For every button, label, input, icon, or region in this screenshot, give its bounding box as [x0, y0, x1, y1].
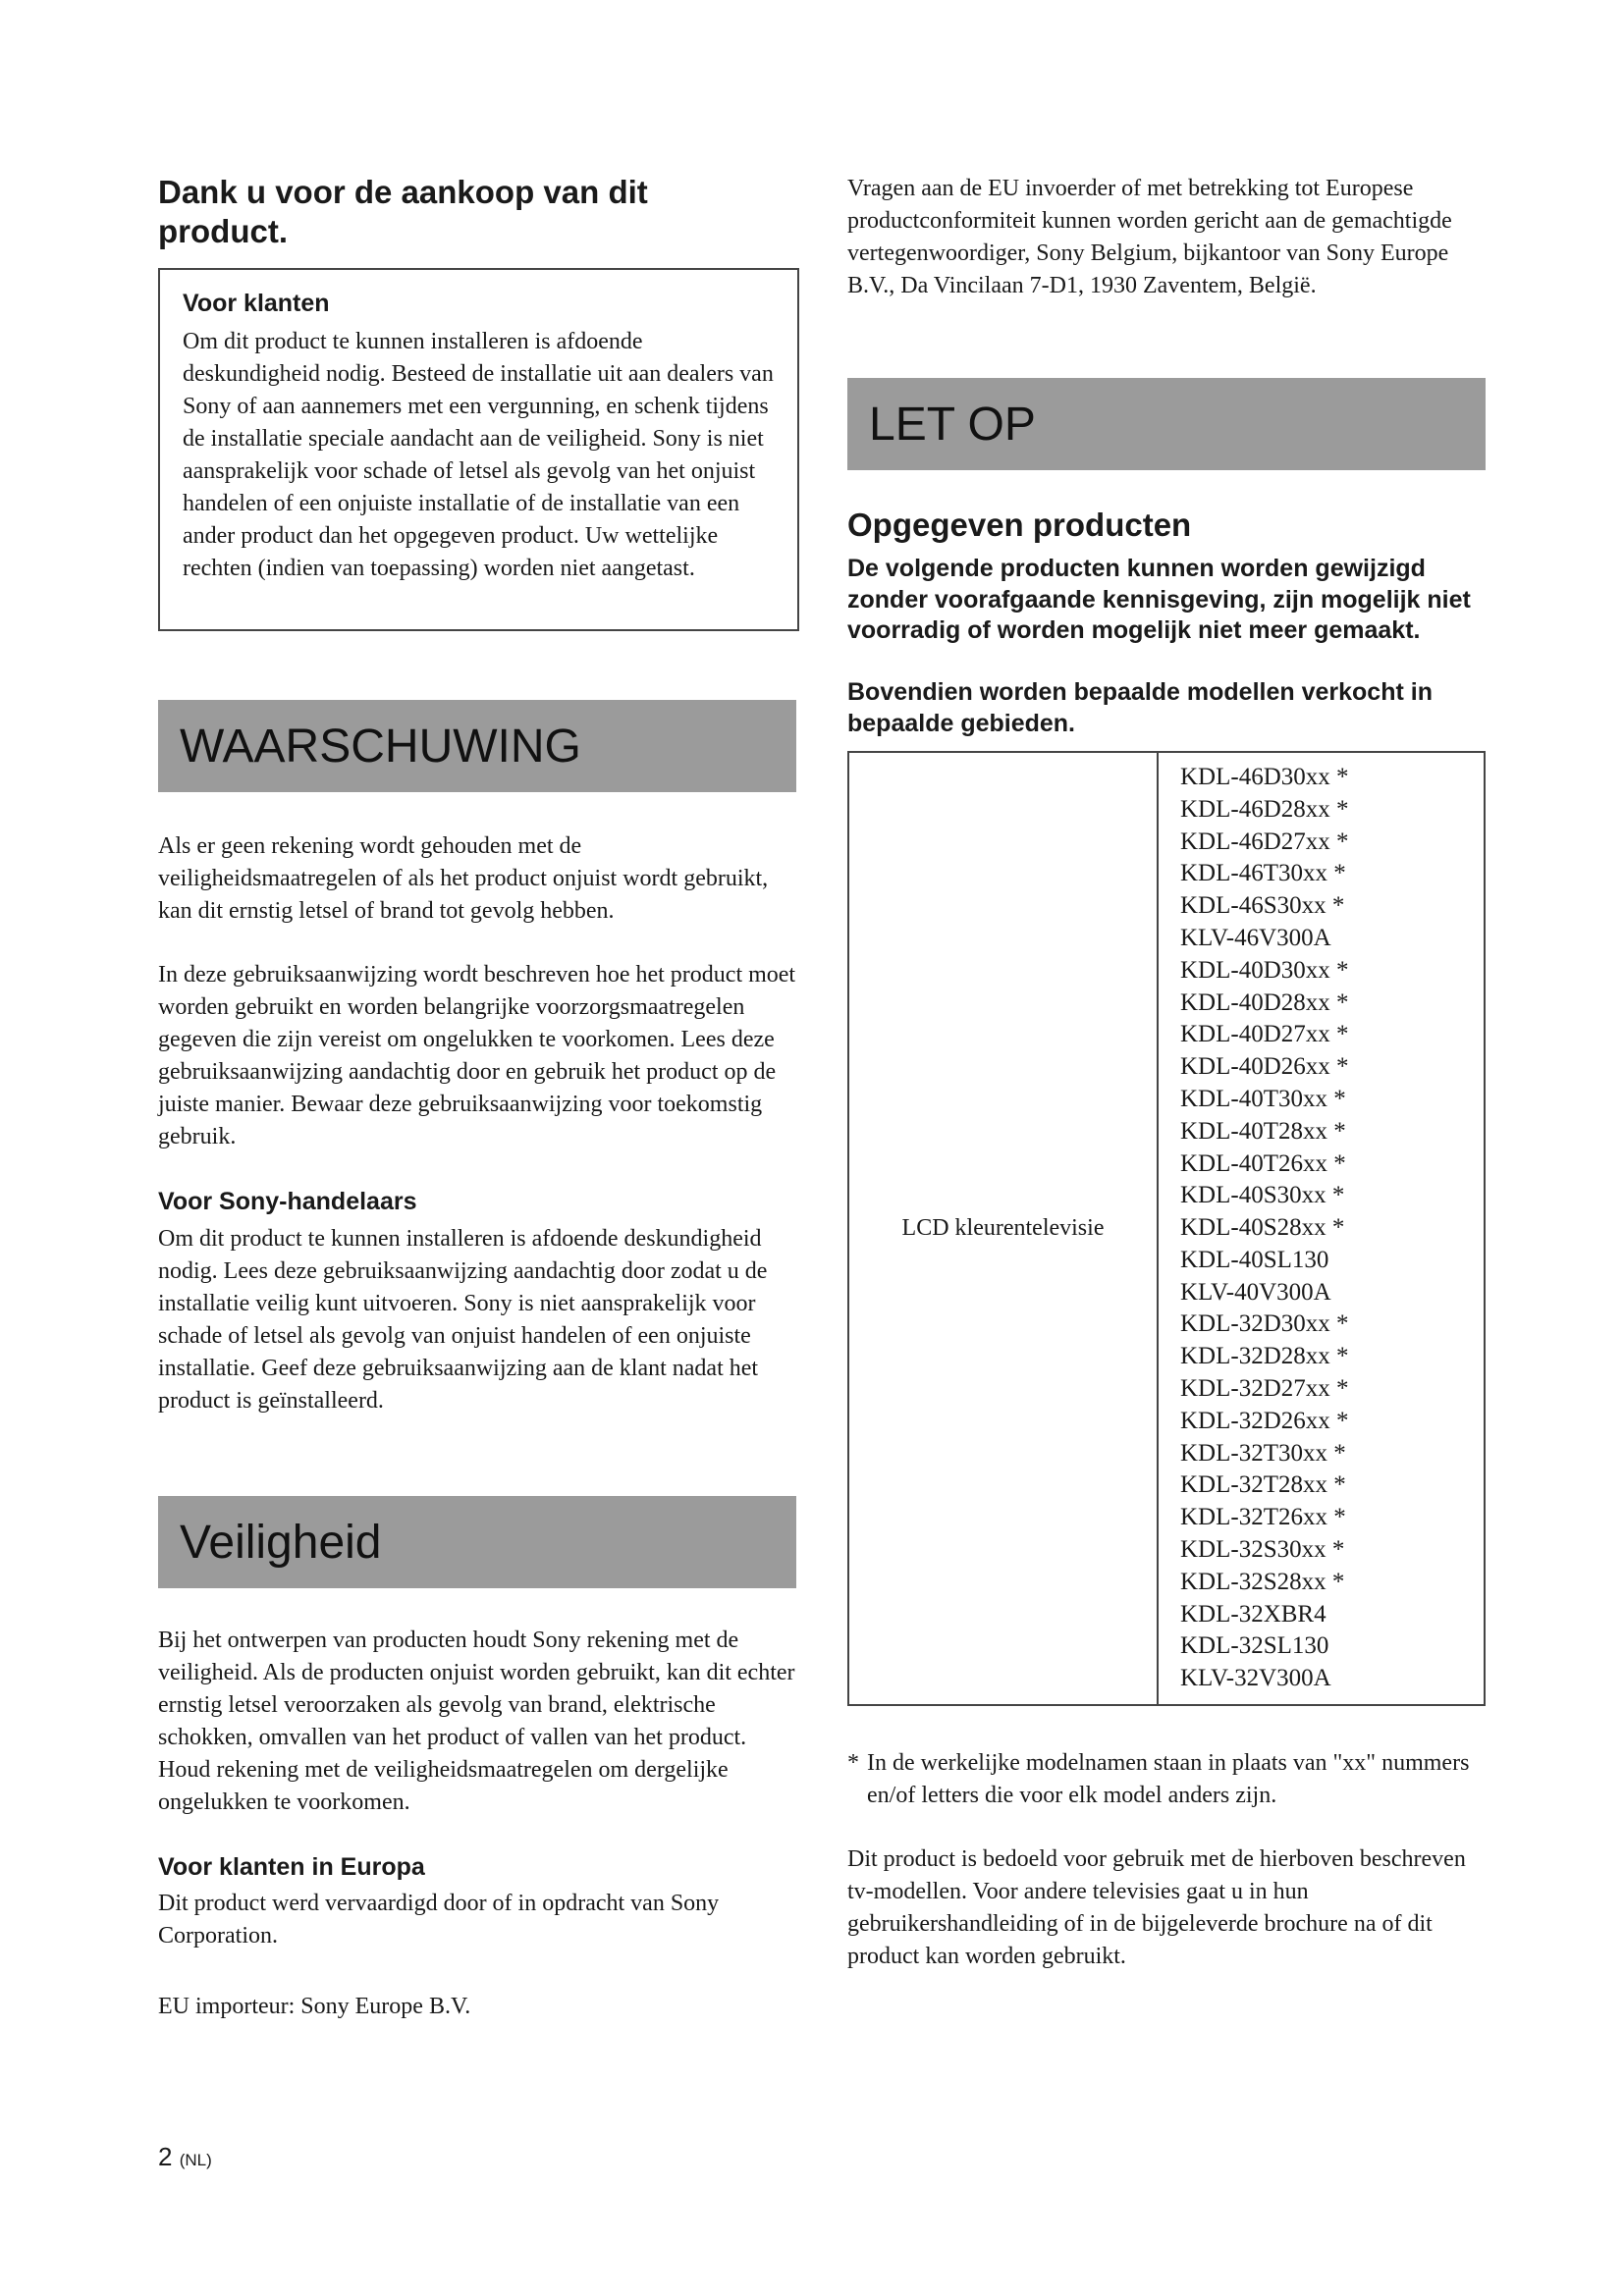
model-item: KDL-40S30xx * [1180, 1182, 1345, 1209]
page-language: (NL) [179, 2151, 212, 2169]
safety-banner-label: Veiligheid [180, 1516, 382, 1569]
model-item: KDL-46D28xx * [1180, 795, 1349, 823]
europe-text: Dit product werd vervaardigd door of in opdracht van Sony Corporation. [158, 1891, 720, 1949]
safety-banner [158, 1496, 796, 1588]
category-cell [848, 752, 1158, 1705]
dealers-heading: Voor Sony-handelaars [158, 1188, 417, 1215]
letop-banner-label: LET OP [869, 398, 1036, 451]
models-table [847, 751, 1486, 1706]
products-notice-2: Bovendien worden bepaalde modellen verkocht in bepaalde gebieden. [847, 678, 1433, 737]
model-item: KDL-46D30xx * [1180, 763, 1349, 790]
page-footer [158, 2142, 212, 2172]
model-item: KDL-40S28xx * [1180, 1214, 1345, 1242]
model-item: KDL-32T26xx * [1180, 1504, 1346, 1531]
warning-paragraph-2: In deze gebruiksaanwijzing wordt beschreven hoe het product moet worden gebruikt en worden belangrijke voorzorgsmaatregelen gegeven die zijn vereist om ongelukken te voorkomen. Lees deze gebruiksaanwijzing aandachtig door en gebruik het product op de juiste manier. Bewaar deze gebruiksaanwijzing voor toekomstig gebruik. [158, 962, 796, 1149]
warning-banner-label: WAARSCHUWING [180, 720, 581, 773]
dealers-text: Om dit product te kunnen installeren is afdoende deskundigheid nodig. Lees deze gebruiksaanwijzing aandachtig door zodat u de installatie veilig kunt uitvoeren. Sony is niet aansprakelijk voor schade of letsel als gevolg van onjuist handelen of een onjuiste installatie. Geef deze gebruiksaanwijzing aan de klant nadat het product is geïnstalleerd. [158, 1226, 768, 1414]
models-cell [1158, 752, 1485, 1705]
model-item: KDL-40D30xx * [1180, 956, 1349, 984]
model-item: KDL-40SL130 [1180, 1246, 1329, 1273]
model-item: KDL-32S28xx * [1180, 1568, 1345, 1595]
model-item: KDL-46S30xx * [1180, 892, 1345, 920]
model-item: KDL-32D27xx * [1180, 1375, 1349, 1403]
model-item: KLV-46V300A [1180, 924, 1331, 951]
customers-notice-box [158, 268, 799, 631]
eu-contact-text: Vragen aan de EU invoerder of met betrekking tot Europese productconformiteit kunnen worden gericht aan de gemachtigde vertegenwoordiger, Sony Belgium, bijkantoor van Sony Europe B.V., Da Vincilaan 7-D1, 1930 Zaventem, België. [847, 176, 1452, 298]
model-item: KDL-40D28xx * [1180, 988, 1349, 1016]
letop-banner [847, 378, 1486, 470]
model-item: KDL-40T28xx * [1180, 1117, 1346, 1145]
warning-paragraph-1: Als er geen rekening wordt gehouden met de veiligheidsmaatregelen of als het product onjuist wordt gebruikt, kan dit ernstig letsel of brand tot gevolg hebben. [158, 833, 769, 924]
products-notice-1: De volgende producten kunnen worden gewijzigd zonder voorafgaande kennisgeving, zijn mogelijk niet voorradig of worden mogelijk niet meer gemaakt. [847, 555, 1471, 644]
model-item: KDL-32T28xx * [1180, 1471, 1346, 1499]
europe-heading: Voor klanten in Europa [158, 1853, 425, 1881]
importer-text: EU importeur: Sony Europe B.V. [158, 1994, 471, 2019]
warning-banner [158, 700, 796, 792]
model-item: KDL-32SL130 [1180, 1632, 1329, 1660]
model-item: KDL-40T26xx * [1180, 1149, 1346, 1177]
model-item: KDL-46D27xx * [1180, 828, 1349, 855]
footnote-text: In de werkelijke modelnamen staan in plaats van "xx" nummers en/of letters die voor elk model anders zijn. [867, 1750, 1470, 1808]
safety-text: Bij het ontwerpen van producten houdt Sony rekening met de veiligheid. Als de producten onjuist worden gebruikt, kan dit echter ernstig letsel veroorzaken als gevolg van brand, elektrische schokken, omvallen van het product of vallen van het product. Houd rekening met de veiligheidsmaatregelen om dergelijke ongelukken te voorkomen. [158, 1628, 795, 1815]
model-item: KDL-32D28xx * [1180, 1343, 1349, 1370]
model-item: KLV-40V300A [1180, 1278, 1331, 1306]
model-item: KDL-46T30xx * [1180, 860, 1346, 887]
model-item: KDL-40D26xx * [1180, 1053, 1349, 1081]
model-item: KLV-32V300A [1180, 1665, 1331, 1692]
model-item: KDL-32T30xx * [1180, 1439, 1346, 1467]
category-label: LCD kleurentelevisie [901, 1215, 1105, 1241]
model-item: KDL-40T30xx * [1180, 1085, 1346, 1112]
page-number: 2 [158, 2142, 173, 2171]
customers-heading: Voor klanten [183, 290, 330, 317]
closing-text: Dit product is bedoeld voor gebruik met de hierboven beschreven tv-modellen. Voor andere televisies gaat u in hun gebruikershandleiding of in de bijgeleverde brochure na of dit product kan worden gebruikt. [847, 1846, 1466, 1969]
page-title: Dank u voor de aankoop van dit product. [158, 174, 648, 249]
customers-text: Om dit product te kunnen installeren is afdoende deskundigheid nodig. Besteed de installatie uit aan dealers van Sony of aan aannemers met een vergunning, en schenk tijdens de installatie speciale aandacht aan de veiligheid. Sony is niet aansprakelijk voor schade of letsel als gevolg van het onjuist handelen of een onjuiste installatie of de installatie van een ander product dan het opgegeven product. Uw wettelijke rechten (indien van toepassing) worden niet aangetast. [183, 329, 774, 581]
products-title: Opgegeven producten [847, 507, 1192, 543]
model-item: KDL-32D30xx * [1180, 1310, 1349, 1338]
model-item: KDL-40D27xx * [1180, 1021, 1349, 1048]
model-item: KDL-32XBR4 [1180, 1600, 1326, 1628]
model-item: KDL-32D26xx * [1180, 1407, 1349, 1434]
model-item: KDL-32S30xx * [1180, 1536, 1345, 1564]
footnote-mark: * [847, 1750, 859, 1776]
